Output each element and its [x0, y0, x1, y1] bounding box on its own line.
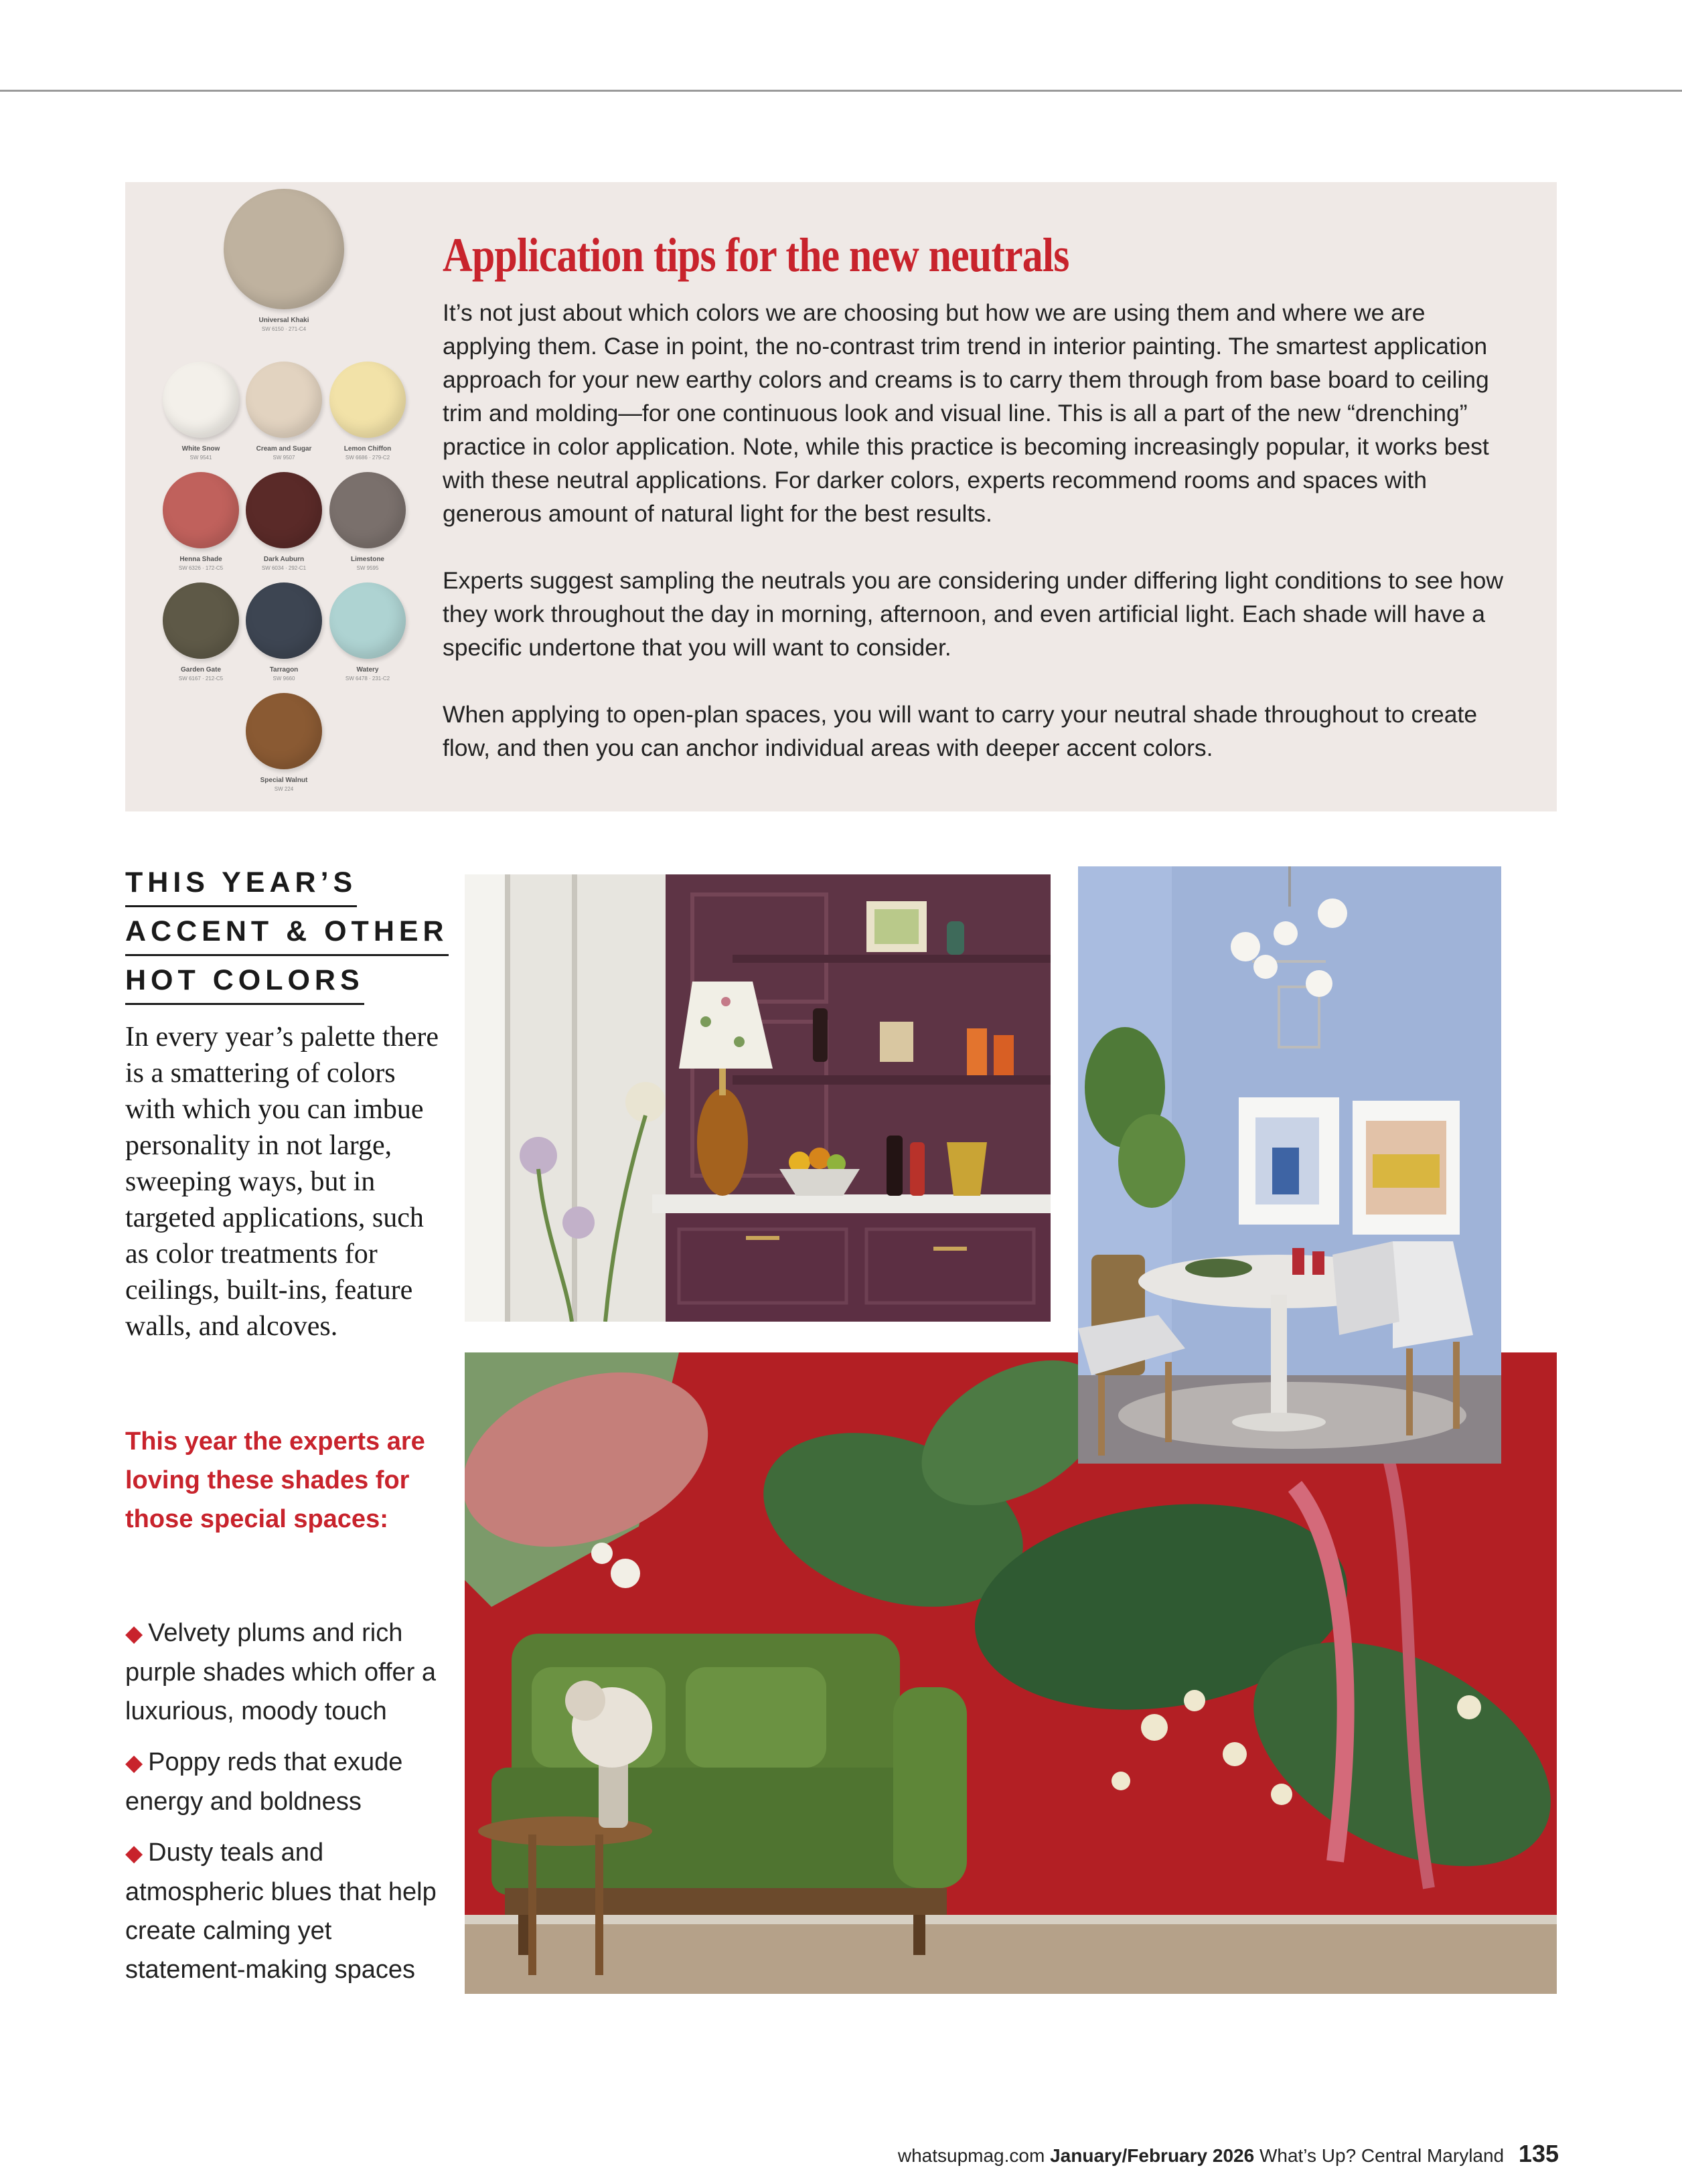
- accent-heading-line: THIS YEAR’S: [125, 864, 357, 907]
- swatch-label: [217, 316, 351, 333]
- diamond-icon: ◆: [125, 1621, 143, 1646]
- swatch-name: Tarragon: [269, 666, 299, 674]
- color-swatch: [329, 472, 406, 548]
- neutrals-paragraph: When applying to open-plan spaces, you will want to carry your neutral shade throughout to create flow, and then you can anchor individual areas with deeper accent colors.: [443, 701, 1478, 761]
- swatch-name: Henna Shade: [179, 556, 222, 563]
- swatch-label: [301, 666, 435, 683]
- swatch-name: Limestone: [350, 556, 384, 563]
- diamond-icon: ◆: [125, 1841, 143, 1866]
- bullet-text: Velvety plums and rich purple shades which offer a luxurious, moody touch: [125, 1619, 437, 1725]
- top-rule: [0, 90, 1682, 92]
- swatch-label: [301, 445, 435, 462]
- swatch-code: SW 6150 · 271-C4: [261, 326, 307, 332]
- list-item: [125, 1833, 447, 1989]
- swatch-code: SW 9595: [356, 565, 379, 571]
- photo-plum-built-in-bar: [465, 874, 1051, 1322]
- color-swatch: [163, 362, 239, 438]
- accent-heading-line: HOT COLORS: [125, 961, 364, 1005]
- swatch-name: Special Walnut: [260, 777, 308, 784]
- swatch-code: SW 9541: [189, 455, 212, 461]
- color-swatch: [246, 362, 322, 438]
- swatch-name: Cream and Sugar: [256, 445, 312, 453]
- swatch-name: White Snow: [181, 445, 220, 453]
- color-swatch: [163, 472, 239, 548]
- swatch-name: Watery: [356, 666, 379, 674]
- swatch-name: Dark Auburn: [263, 556, 305, 563]
- diamond-icon: ◆: [125, 1750, 143, 1776]
- neutrals-body: [443, 296, 1507, 798]
- swatch-label: [301, 555, 435, 572]
- swatch-code: SW 9660: [273, 676, 295, 682]
- color-swatch: [224, 189, 344, 309]
- swatch-code: SW 6686 · 279-C2: [345, 455, 390, 461]
- color-swatch: [329, 582, 406, 659]
- swatch-name: Lemon Chiffon: [343, 445, 392, 453]
- photo-blue-dining-room: [1078, 866, 1501, 1464]
- swatch-code: SW 6326 · 172-C5: [178, 565, 224, 571]
- color-swatch: [329, 362, 406, 438]
- footer-issue: January/February 2026: [1050, 2145, 1255, 2166]
- accent-lead: In every year’s palette there is a smattering of colors with which you can imbue personality in not large, sweeping ways, but in targeted applications, such as color treatments for ceilings, built-ins, feature walls, and alcoves.: [125, 1022, 439, 1342]
- swatch-name: Garden Gate: [180, 666, 222, 674]
- color-swatch: [246, 582, 322, 659]
- swatch-label: [217, 776, 351, 793]
- swatch-code: SW 6478 · 231-C2: [345, 676, 390, 682]
- list-item: [125, 1743, 447, 1821]
- neutrals-panel: [125, 182, 1557, 811]
- color-swatch: [246, 693, 322, 769]
- color-swatch: [163, 582, 239, 659]
- list-item: [125, 1614, 447, 1731]
- bullet-text: Dusty teals and atmospheric blues that help create calming yet statement-making spaces: [125, 1839, 437, 1984]
- accent-heading-line: ACCENT & OTHER: [125, 913, 449, 956]
- swatch-code: SW 6034 · 292-C1: [261, 565, 307, 571]
- accent-lead-red: This year the experts are loving these shades for those special spaces:: [125, 1427, 425, 1533]
- page-footer: [898, 2140, 1559, 2168]
- footer-publication: What’s Up? Central Maryland: [1259, 2145, 1505, 2166]
- neutrals-paragraph: Experts suggest sampling the neutrals you are considering under differing light conditions to see how they work throughout the day in morning, afternoon, and even artificial light. Each shade will have a specific undertone that you will want to consider.: [443, 567, 1503, 661]
- accent-bullet-list: [125, 1614, 447, 2001]
- accent-heading: [125, 864, 449, 1010]
- neutrals-title: Application tips for the new neutrals: [443, 228, 1069, 282]
- color-swatch: [246, 472, 322, 548]
- swatch-code: SW 224: [274, 786, 294, 792]
- swatch-code: SW 9507: [273, 455, 295, 461]
- swatch-code: SW 6167 · 212-C5: [178, 676, 224, 682]
- swatch-name: Universal Khaki: [258, 317, 309, 324]
- neutrals-paragraph: It’s not just about which colors we are choosing but how we are using them and where we are applying them. Case in point, the no-contrast trim trend in interior painting. The smartest application approach for your new earthy colors and creams is to carry them through from base board to ceiling trim and molding—for one continuous look and visual line. This is all a part of the new “drenching” practice in color application. Note, while this practice is becoming increasingly popular, it works best with these neutral applications. For darker colors, experts recommend rooms and spaces with generous amount of natural light for the best results.: [443, 299, 1489, 527]
- page-number: 135: [1518, 2140, 1559, 2167]
- bullet-text: Poppy reds that exude energy and boldness: [125, 1748, 403, 1816]
- footer-site: whatsupmag.com: [897, 2145, 1045, 2166]
